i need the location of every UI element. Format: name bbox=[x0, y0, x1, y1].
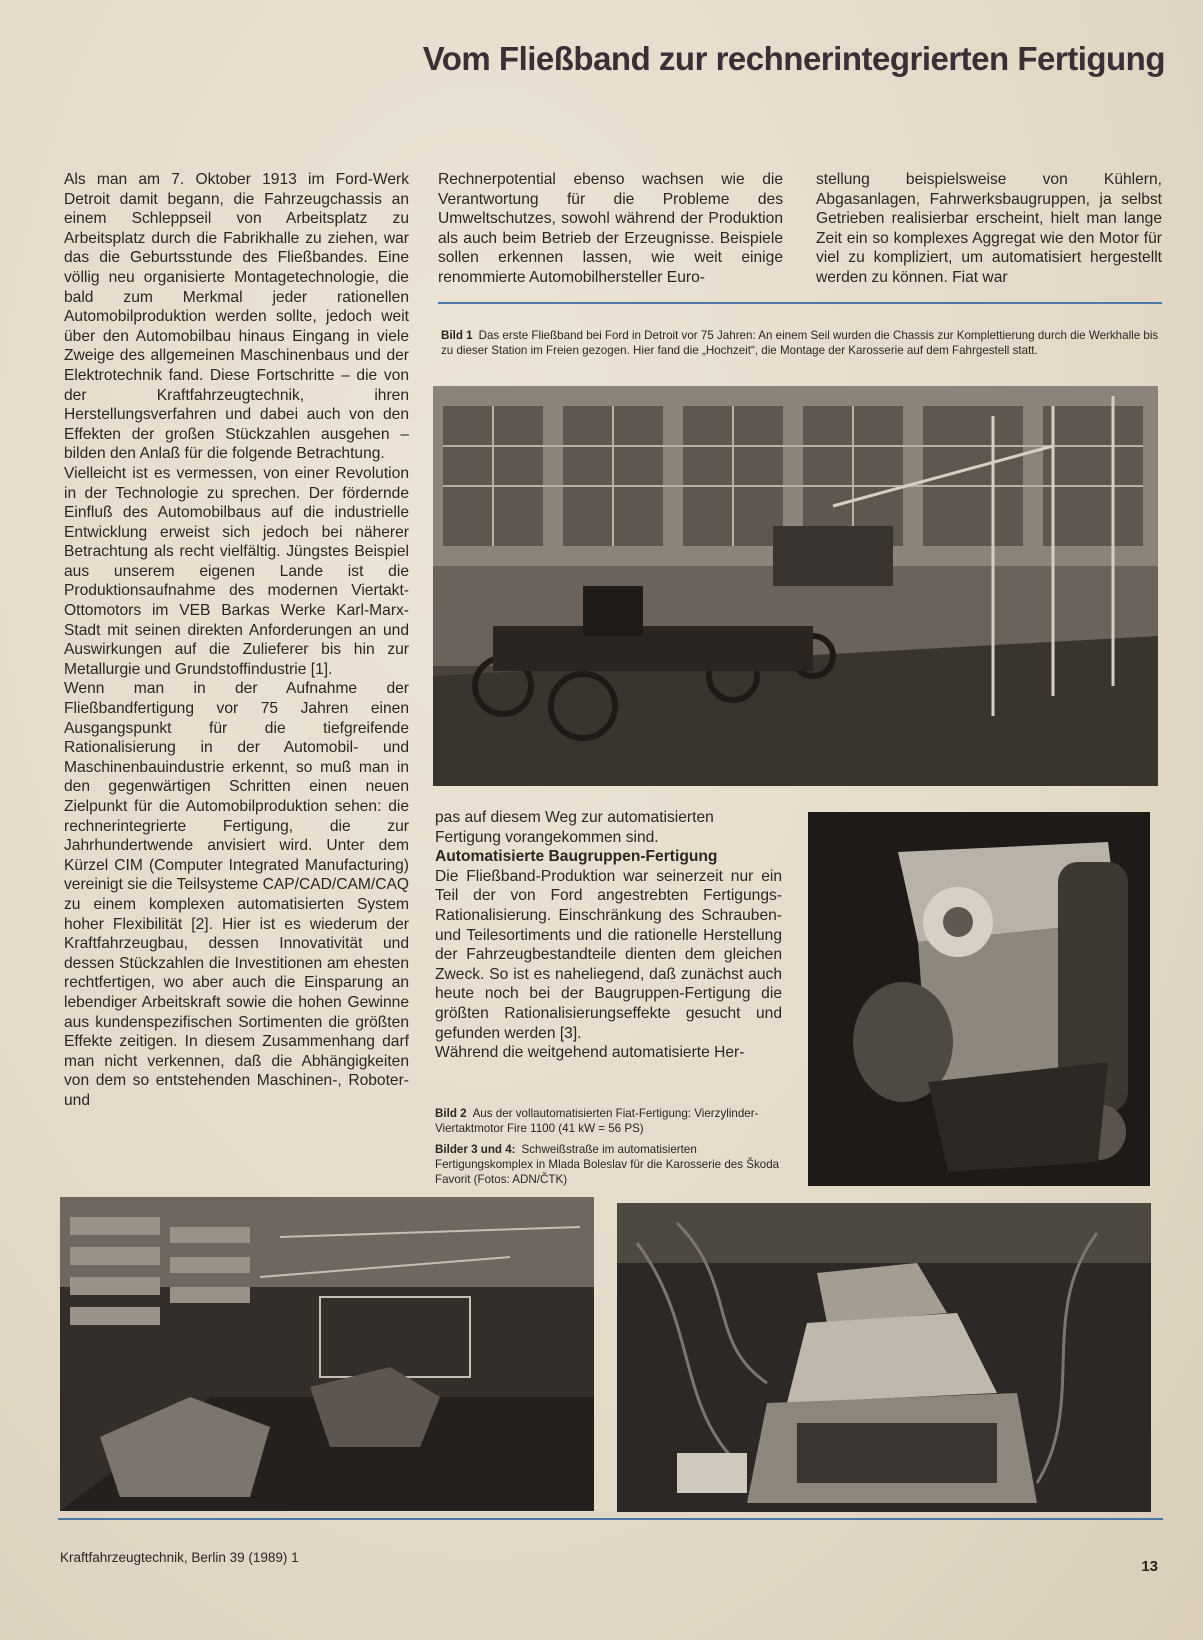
paragraph: Rechnerpotential ebenso wachsen wie die Verantwortung für die Probleme des Umweltschutzes, sowohl während der Produktion als auch beim Betrieb der Erzeugnisse. Beispiele sollen erkennen lassen, wie weit einige renommierte Automobilhersteller Euro- bbox=[438, 171, 783, 286]
article-title: Vom Fließband zur rechnerintegrierten Fertigung bbox=[422, 40, 1165, 77]
paragraph: pas auf diesem Weg zur automatisierten Fertigung vorangekommen sind. bbox=[435, 809, 714, 846]
caption-label: Bild 2 bbox=[435, 1107, 467, 1120]
caption-bilder-3-4 bbox=[435, 1142, 780, 1187]
paragraph: Die Fließband-Produktion war seinerzeit nur ein Teil der von Ford angestrebten Fertigungs-Rationalisierung. Einschränkung des Schrauben- und Teilesortiments und die rationelle Herstellung der Fahrzeugbestandteile dienten dem gleichen Zweck. So ist es naheliegend, daß zunächst auch heute noch bei der Baugruppen-Fertigung die größten Rationalisierungseffekte gesucht und gefunden werden [3]. bbox=[435, 867, 782, 1042]
page-number: 13 bbox=[1141, 1558, 1158, 1575]
photo-fiat-engine bbox=[808, 812, 1150, 1186]
paragraph: stellung beispielsweise von Kühlern, Abgasanlagen, Fahrwerksbaugruppen, ja selbst Getrieben realisierbar erscheint, hielt man lange Zeit ein so komplexes Aggregat wie den Motor für viel zu kompliziert, um automatisiert hergestellt werden zu können. Fiat war bbox=[816, 171, 1162, 286]
text-column-3-top bbox=[816, 170, 1162, 288]
caption-text: Das erste Fließband bei Ford in Detroit vor 75 Jahren: An einem Seil wurden die Chassis zur Komplettierung durch die Werkhalle bis zu dieser Station im Freien gezogen. Hier fand die „Hochzeit“, die Montage der Karosserie auf dem Fahrgestell statt. bbox=[441, 329, 1159, 357]
caption-text: Schweißstraße im automatisierten Fertigungskomplex in Mlada Boleslav für die Karosserie des Škoda Favorit (Fotos: ADN/ČTK) bbox=[435, 1143, 780, 1186]
subheading: Automatisierte Baugruppen-Fertigung bbox=[435, 848, 718, 866]
paragraph: Während die weitgehend automatisierte Her- bbox=[435, 1044, 745, 1062]
section-rule bbox=[438, 302, 1162, 304]
paragraph: Wenn man in der Aufnahme der Fließbandfertigung vor 75 Jahren einen Ausgangspunkt für die tiefgreifende Rationalisierung in der Automobil- und Maschinenbauindustrie erkennt, so muß man in den gegenwärtigen Schritten einen neuen Zielpunkt für die Automobilproduktion sehen: die rechnerintegrierte Fertigung, die zur Jahrhundertwende anvisiert wird. Unter dem Kürzel CIM (Computer Integrated Manufacturing) vereinigt sie die Teilsysteme CAP/CAD/CAM/CAQ zu einem komplexen automatisierten System hoher Flexibilität [2]. Hier ist es wiederum der Kraftfahrzeugbau, dessen Innovativität und dessen Stückzahlen die Investitionen am ehesten rechtfertigen, wo aber auch die Einsparung an lebendiger Arbeitskraft sowie die hohen Gewinne aus kundenspezifischen Sortimenten die größten Effekte zeitigen. In diesem Zusammenhang darf man nicht verkennen, daß die Abhängigkeiten von dem so entstehenden Maschinen-, Roboter- und bbox=[64, 680, 409, 1109]
bottom-rule bbox=[58, 1518, 1163, 1520]
caption-label: Bilder 3 und 4: bbox=[435, 1143, 516, 1156]
caption-bild-2 bbox=[435, 1106, 780, 1136]
journal-footer: Kraftfahrzeugtechnik, Berlin 39 (1989) 1 bbox=[60, 1550, 299, 1565]
photo-ford-assembly-line bbox=[433, 386, 1158, 786]
caption-label: Bild 1 bbox=[441, 329, 473, 342]
text-column-2-bottom bbox=[435, 808, 782, 1063]
text-column-1 bbox=[64, 170, 409, 1111]
text-column-2-top bbox=[438, 170, 783, 288]
photo-welding-line-1 bbox=[60, 1197, 594, 1511]
photo-welding-line-2 bbox=[617, 1203, 1151, 1512]
caption-text: Aus der vollautomatisierten Fiat-Fertigung: Vierzylinder-Viertaktmotor Fire 1100 (41 kW = 56 PS) bbox=[435, 1107, 759, 1135]
paragraph: Vielleicht ist es vermessen, von einer Revolution in der Technologie zu sprechen. Der fördernde Einfluß des Automobilbaus auf die industrielle Entwicklung erweist sich jedoch bei näherer Betrachtung als recht vielfältig. Jüngstes Beispiel aus unserem eigenen Lande ist die Produktionsaufnahme des modernen Viertakt-Ottomotors im VEB Barkas Werke Karl-Marx-Stadt mit seinen direkten Anforderungen an und Auswirkungen auf die Zulieferer bis hin zur Metallurgie und Grundstoffindustrie [1]. bbox=[64, 464, 409, 678]
caption-bild-1 bbox=[441, 328, 1163, 358]
paragraph: Als man am 7. Oktober 1913 im Ford-Werk Detroit damit begann, die Fahrzeugchassis an einem Schleppseil von Arbeitsplatz zu Arbeitsplatz durch die Fabrikhalle zu ziehen, war das die Geburtsstunde des Fließbandes. Eine völlig neu organisierte Montagetechnologie, die bald zum Merkmal jeder rationellen Automobilproduktion werden sollte, jedoch weit über den Automobilbau hinaus Eingang in viele Zweige des allgemeinen Maschinenbaus und der Elektrotechnik fand. Diese Fortschritte – die von der Kraftfahrzeugtechnik, ihren Herstellungsverfahren und dabei auch von den Effekten der großen Stückzahlen ausgehen – bilden den Anlaß für die folgende Betrachtung. bbox=[64, 171, 409, 463]
